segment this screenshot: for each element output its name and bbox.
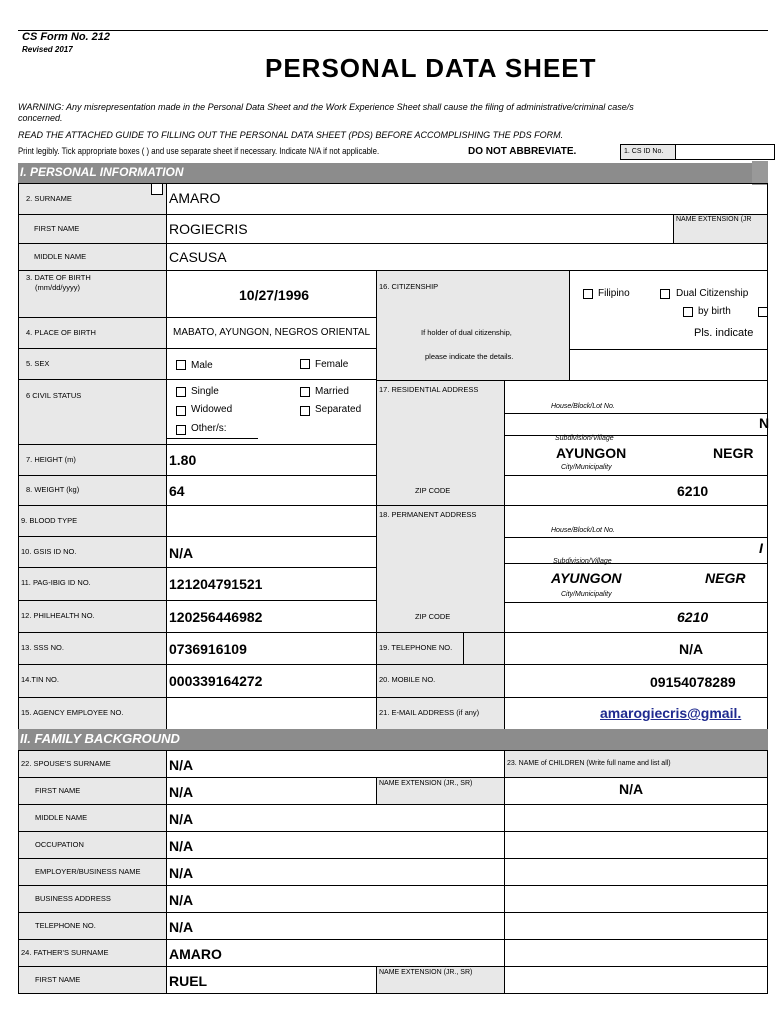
middle-name-field[interactable]: [166, 243, 768, 271]
permanent-zip-label: ZIP CODE: [415, 612, 451, 621]
children-label: 23. NAME of CHILDREN (Write full name and list all): [507, 760, 671, 767]
print-legibly-text: Print legibly. Tick appropriate boxes ( ) and use separate sheet if necessary. Indicate N/A if not applicable.: [18, 146, 380, 156]
by-naturalization-checkbox[interactable]: [758, 307, 768, 317]
blood-type-field[interactable]: [166, 505, 377, 537]
civil-separated-checkbox[interactable]: [300, 406, 310, 416]
civil-status-label-cell: [18, 379, 167, 445]
tin-value: 000339164272: [169, 673, 263, 689]
telephone-field[interactable]: [504, 632, 768, 665]
employer-label: EMPLOYER/BUSINESS NAME: [35, 867, 141, 876]
children-label-cell: [504, 750, 768, 778]
spouse-surname-label: 22. SPOUSE'S SURNAME: [21, 759, 111, 768]
philhealth-label: 12. PHILHEALTH NO.: [21, 611, 95, 620]
civil-others-label: Other/s:: [191, 423, 227, 434]
permanent-label: 18. PERMANENT ADDRESS: [379, 510, 477, 519]
gsis-value: N/A: [169, 545, 194, 561]
pagibig-label: 11. PAG-IBIG ID NO.: [21, 578, 91, 587]
child-row[interactable]: [504, 939, 768, 967]
blood-type-label: 9. BLOOD TYPE: [21, 516, 78, 525]
spouse-first-value: N/A: [169, 784, 194, 800]
father-surname-label: 24. FATHER'S SURNAME: [21, 948, 109, 957]
weight-field[interactable]: [166, 475, 377, 506]
middle-name-label-cell: [18, 243, 167, 271]
children-value: N/A: [619, 781, 644, 797]
height-label-cell: [18, 444, 167, 476]
business-address-label: BUSINESS ADDRESS: [35, 894, 111, 903]
filipino-label: Filipino: [598, 288, 630, 299]
warning-text-2: concerned.: [18, 113, 63, 123]
top-rule: [18, 30, 768, 31]
civil-married-checkbox[interactable]: [300, 387, 310, 397]
pls-indicate-label: Pls. indicate: [694, 327, 754, 339]
pob-value: MABATO, AYUNGON, NEGROS ORIENTAL: [173, 327, 371, 338]
mobile-field[interactable]: [504, 664, 768, 698]
dual-citizenship-label: Dual Citizenship: [676, 288, 749, 299]
residential-label-cell: [376, 380, 505, 506]
spouse-telephone-label-cell: [18, 912, 167, 940]
section-family-bar: [18, 729, 768, 750]
dob-format-label: (mm/dd/yyyy): [35, 283, 80, 292]
revised-year: Revised 2017: [22, 45, 73, 54]
dob-label-cell: [18, 270, 167, 318]
philhealth-field[interactable]: [166, 600, 377, 633]
email-label: 21. E-MAIL ADDRESS (if any): [379, 708, 480, 717]
employer-field[interactable]: [166, 858, 505, 886]
spouse-telephone-value: N/A: [169, 919, 194, 935]
filipino-checkbox[interactable]: [583, 289, 593, 299]
permanent-city-value: AYUNGON: [551, 570, 622, 586]
telephone-value: N/A: [679, 641, 704, 657]
permanent-address-field[interactable]: [504, 505, 768, 633]
weight-label-cell: [18, 475, 167, 506]
first-name-value: ROGIECRIS: [169, 221, 248, 237]
pob-field[interactable]: [166, 317, 377, 349]
father-first-label-cell: [18, 966, 167, 994]
civil-status-label: 6 CIVIL STATUS: [26, 391, 82, 400]
father-first-label: FIRST NAME: [35, 975, 81, 984]
telephone-label-cell: [376, 632, 505, 665]
checkbox-corner[interactable]: [151, 183, 163, 195]
spouse-telephone-field[interactable]: [166, 912, 505, 940]
mobile-label-cell: [376, 664, 505, 698]
residential-zip-label: ZIP CODE: [415, 486, 451, 495]
first-name-field[interactable]: [166, 214, 674, 244]
gsis-label-cell: [18, 536, 167, 568]
height-field[interactable]: [166, 444, 377, 476]
father-surname-value: AMARO: [169, 946, 222, 962]
name-ext-label: NAME EXTENSION (JR: [676, 216, 752, 223]
child-row[interactable]: [504, 912, 768, 940]
civil-separated-label: Separated: [315, 404, 362, 415]
citizenship-options: [569, 270, 768, 350]
telephone-label: 19. TELEPHONE NO.: [379, 643, 453, 652]
spouse-telephone-label: TELEPHONE NO.: [35, 921, 96, 930]
sss-label: 13. SSS NO.: [21, 643, 64, 652]
dual-holder-note: If holder of dual citizenship,: [421, 328, 512, 337]
business-address-value: N/A: [169, 892, 194, 908]
permanent-city-caption: City/Municipality: [561, 591, 612, 598]
business-address-label-cell: [18, 885, 167, 913]
email-field[interactable]: [504, 697, 768, 730]
dual-citizenship-checkbox[interactable]: [660, 289, 670, 299]
sss-field[interactable]: [166, 632, 377, 665]
spouse-middle-label: MIDDLE NAME: [35, 813, 88, 822]
first-name-label-cell: [18, 214, 167, 244]
sex-male-checkbox[interactable]: [176, 360, 186, 370]
name-ext-cell[interactable]: [673, 214, 768, 244]
sss-value: 0736916109: [169, 641, 247, 657]
dob-field[interactable]: [166, 270, 377, 318]
spouse-middle-field[interactable]: [166, 804, 505, 832]
permanent-zip-value: 6210: [677, 609, 709, 625]
gsis-field[interactable]: [166, 536, 377, 568]
sex-label: 5. SEX: [26, 359, 50, 368]
email-label-cell: [376, 697, 505, 730]
mobile-label: 20. MOBILE NO.: [379, 675, 436, 684]
weight-label: 8. WEIGHT (kg): [26, 485, 80, 494]
spouse-name-ext-cell[interactable]: [376, 777, 505, 805]
sex-female-label: Female: [315, 359, 349, 370]
occupation-field[interactable]: [166, 831, 505, 859]
email-value[interactable]: amarogiecris@gmail.: [600, 705, 742, 721]
pob-label-cell: [18, 317, 167, 349]
residential-address-field[interactable]: [504, 380, 768, 506]
by-birth-checkbox[interactable]: [683, 307, 693, 317]
father-name-ext-cell[interactable]: [376, 966, 505, 994]
do-not-abbreviate: DO NOT ABBREVIATE.: [468, 146, 577, 157]
permanent-province-value: NEGR: [705, 570, 746, 586]
father-surname-label-cell: [18, 939, 167, 967]
country-field[interactable]: [569, 349, 768, 381]
warning-text: WARNING: Any misrepresentation made in the Personal Data Sheet and the Work Experience Sheet shall cause the filing of administrative/criminal case/s: [18, 102, 634, 112]
first-name-label: FIRST NAME: [34, 224, 80, 233]
spouse-first-label-cell: [18, 777, 167, 805]
father-surname-field[interactable]: [166, 939, 505, 967]
form-number: CS Form No. 212: [22, 31, 111, 43]
agency-label-cell: [18, 697, 167, 730]
spouse-surname-field[interactable]: [166, 750, 505, 778]
dual-details-note: please indicate the details.: [425, 352, 514, 361]
cs-id-label-cell: [620, 144, 676, 160]
residential-city-value: AYUNGON: [556, 445, 627, 461]
weight-value: 64: [169, 483, 185, 499]
surname-field[interactable]: [166, 183, 768, 215]
child-row[interactable]: [504, 777, 768, 805]
sex-female-checkbox[interactable]: [300, 359, 310, 369]
middle-name-value: CASUSA: [169, 249, 227, 265]
employer-value: N/A: [169, 865, 194, 881]
dob-value: 10/27/1996: [239, 287, 310, 303]
citizenship-label-cell: [376, 270, 570, 381]
pagibig-value: 121204791521: [169, 576, 263, 592]
residential-house-caption: House/Block/Lot No.: [551, 403, 615, 410]
sex-label-cell: [18, 348, 167, 380]
residential-label: 17. RESIDENTIAL ADDRESS: [379, 385, 479, 394]
occupation-label: OCCUPATION: [35, 840, 84, 849]
residential-subdivision-caption: Subdivision/Village: [555, 435, 614, 442]
permanent-label-cell: [376, 505, 505, 633]
surname-label: 2. SURNAME: [26, 194, 72, 203]
citizenship-label: 16. CITIZENSHIP: [379, 282, 439, 291]
spouse-first-label: FIRST NAME: [35, 786, 81, 795]
child-row[interactable]: [504, 966, 768, 994]
spouse-name-ext-label: NAME EXTENSION (JR., SR): [379, 780, 473, 787]
civil-single-checkbox[interactable]: [176, 387, 186, 397]
philhealth-label-cell: [18, 600, 167, 633]
child-row[interactable]: [504, 885, 768, 913]
residential-province-value: NEGR: [713, 445, 754, 461]
middle-name-label: MIDDLE NAME: [34, 252, 87, 261]
spouse-surname-label-cell: [18, 750, 167, 778]
sex-male-label: Male: [191, 360, 213, 371]
tin-field[interactable]: [166, 664, 377, 698]
residential-street-value: N: [759, 415, 770, 431]
civil-single-label: Single: [191, 386, 219, 397]
business-address-field[interactable]: [166, 885, 505, 913]
grey-tab: [752, 161, 768, 185]
father-first-value: RUEL: [169, 973, 208, 989]
pob-label: 4. PLACE OF BIRTH: [26, 328, 96, 337]
tin-label: 14.TIN NO.: [21, 675, 59, 684]
child-row[interactable]: [504, 858, 768, 886]
height-label: 7. HEIGHT (m): [26, 455, 76, 464]
civil-married-label: Married: [315, 386, 349, 397]
guide-text: READ THE ATTACHED GUIDE TO FILLING OUT THE PERSONAL DATA SHEET (PDS) BEFORE ACCOMPLISHING THE PDS FORM.: [18, 130, 564, 140]
dob-label: 3. DATE OF BIRTH: [26, 273, 91, 282]
occupation-value: N/A: [169, 838, 194, 854]
by-birth-label: by birth: [698, 306, 731, 317]
civil-divider: [166, 438, 258, 439]
mobile-value: 09154078289: [650, 674, 736, 690]
permanent-house-caption: House/Block/Lot No.: [551, 527, 615, 534]
sex-field: [166, 348, 377, 380]
civil-others-checkbox[interactable]: [176, 425, 186, 435]
child-row[interactable]: [504, 831, 768, 859]
civil-status-field: [166, 379, 377, 445]
spouse-first-field[interactable]: [166, 777, 377, 805]
height-value: 1.80: [169, 452, 197, 468]
pagibig-field[interactable]: [166, 567, 377, 601]
page-title: PERSONAL DATA SHEET: [265, 53, 597, 83]
surname-label-cell: [18, 183, 167, 215]
philhealth-value: 120256446982: [169, 609, 263, 625]
section-personal-bar: [18, 163, 768, 183]
gsis-label: 10. GSIS ID NO.: [21, 547, 77, 556]
civil-widowed-label: Widowed: [191, 404, 233, 415]
permanent-street-value: I: [759, 540, 763, 556]
child-row[interactable]: [504, 804, 768, 832]
pagibig-label-cell: [18, 567, 167, 601]
employer-label-cell: [18, 858, 167, 886]
cs-id-input[interactable]: [675, 144, 775, 160]
tin-label-cell: [18, 664, 167, 698]
spouse-middle-label-cell: [18, 804, 167, 832]
civil-widowed-checkbox[interactable]: [176, 406, 186, 416]
agency-field[interactable]: [166, 697, 377, 730]
father-name-ext-label: NAME EXTENSION (JR., SR): [379, 969, 473, 976]
residential-zip-value: 6210: [677, 483, 709, 499]
permanent-subdivision-caption: Subdivision/Village: [553, 558, 612, 565]
sss-label-cell: [18, 632, 167, 665]
spouse-surname-value: N/A: [169, 757, 194, 773]
occupation-label-cell: [18, 831, 167, 859]
section-family-title: II. FAMILY BACKGROUND: [20, 731, 180, 746]
residential-city-caption: City/Municipality: [561, 464, 612, 471]
cs-id-label: 1. CS ID No.: [624, 148, 664, 155]
agency-label: 15. AGENCY EMPLOYEE NO.: [21, 708, 124, 717]
father-first-field[interactable]: [166, 966, 377, 994]
spouse-middle-value: N/A: [169, 811, 194, 827]
blood-type-label-cell: [18, 505, 167, 537]
section-personal-title: I. PERSONAL INFORMATION: [20, 165, 184, 179]
surname-value: AMARO: [169, 190, 221, 206]
